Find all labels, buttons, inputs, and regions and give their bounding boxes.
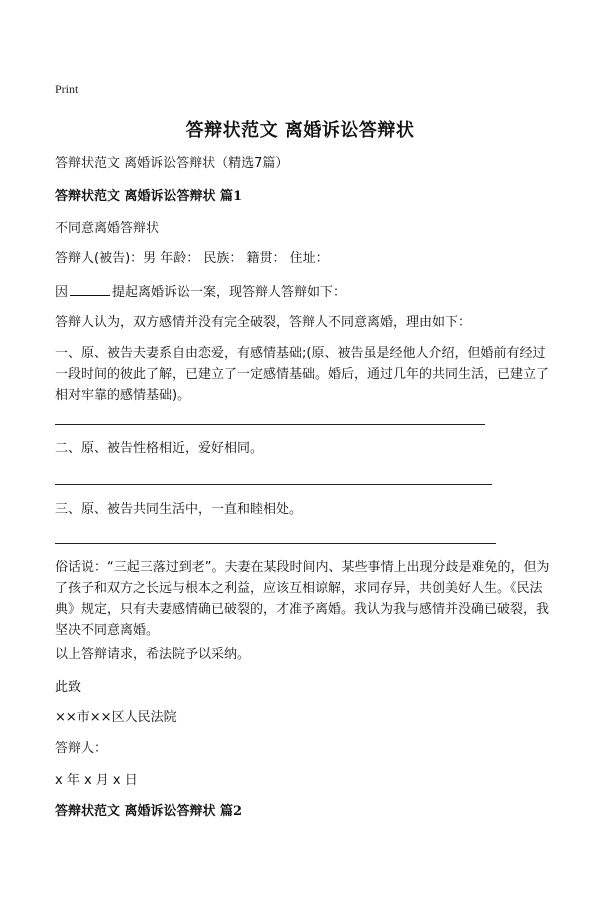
paragraph-salute: 此致 xyxy=(55,680,82,695)
paragraph-date: x 年 x 月 x 日 xyxy=(55,773,138,788)
answer-line-3 xyxy=(55,543,496,544)
answer-line-2 xyxy=(55,484,492,485)
paragraph-request: 以上答辩请求，希法院予以采纳。 xyxy=(55,647,251,662)
paragraph-court: ××市××区人民法院 xyxy=(55,710,177,725)
paragraph-cause xyxy=(55,281,555,303)
paragraph-saying: 俗话说：“三起三落过到老”。夫妻在某段时间内、某些事情上出现分歧是难免的，但为了孩子和双方之长远与根本之利益，应该互相谅解，求同存异，共创美好人生。《民法典》规定，只有夫妻感情确已破裂的，才准予离婚。我认为我与感情并没确已破裂，我坚决不同意离婚。 xyxy=(55,560,550,638)
cause-prefix: 因 xyxy=(55,285,69,300)
paragraph-point-1: 一、原、被告夫妻系自由恋爱，有感情基础;(原、被告虽是经他人介绍，但婚前有经过一段时间的彼此了解，已建立了一定感情基础。婚后，通过几年的共同生活，已建立了相对牢靠的感情基础)。 xyxy=(55,346,550,403)
paragraph-point-3: 三、原、被告共同生活中，一直和睦相处。 xyxy=(55,502,303,517)
cause-suffix: 提起离婚诉讼一案，现答辩人答辩如下： xyxy=(112,285,347,300)
paragraph-signature: 答辩人： xyxy=(55,741,108,756)
paragraph-point-2: 二、原、被告性格相近，爱好相同。 xyxy=(55,441,264,456)
section-heading-2: 答辩状范文 离婚诉讼答辩状 篇2 xyxy=(55,804,243,819)
paragraph-heading: 不同意离婚答辩状 xyxy=(55,221,160,236)
section-heading-1: 答辩状范文 离婚诉讼答辩状 篇1 xyxy=(55,189,243,204)
paragraph-party: 答辩人(被告)：男 年龄： 民族： 籍贯： 住址： xyxy=(55,251,329,266)
page-title: 答辩状范文 离婚诉讼答辩状 xyxy=(185,120,415,141)
print-link[interactable]: Print xyxy=(55,82,79,96)
answer-line-1 xyxy=(55,424,485,425)
doc-subtitle: 答辩状范文 离婚诉讼答辩状（精选7篇） xyxy=(55,156,289,171)
blank-line xyxy=(70,281,110,296)
paragraph-opinion: 答辩人认为，双方感情并没有完全破裂，答辩人不同意离婚，理由如下： xyxy=(55,315,472,330)
